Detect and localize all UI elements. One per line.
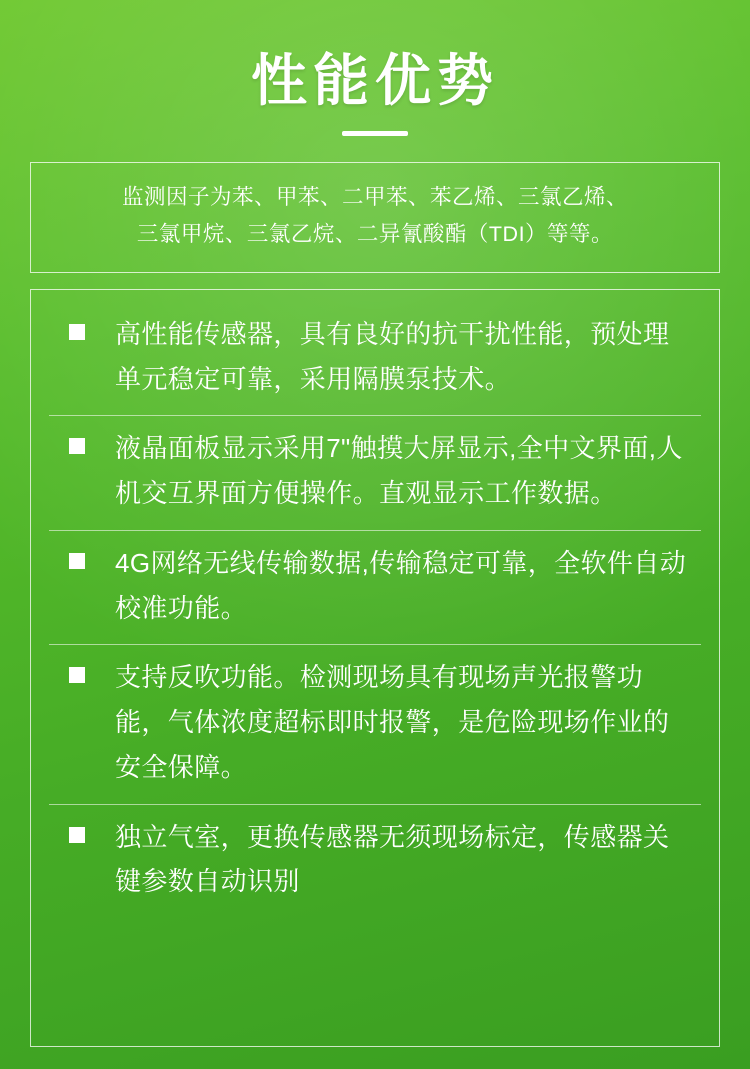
square-bullet-icon xyxy=(69,553,85,569)
list-item xyxy=(49,804,701,912)
page-title: 性能优势 xyxy=(251,49,499,112)
title-divider xyxy=(342,131,408,136)
list-item-label: 支持反吹功能。检测现场具有现场声光报警功能，气体浓度超标即时报警，是危险现场作业的安全保障。 xyxy=(115,662,670,782)
intro-line: 监测因子为苯、甲苯、二甲苯、苯乙烯、三氯乙烯、 xyxy=(121,184,628,209)
list-item xyxy=(49,312,701,409)
list-item xyxy=(49,644,701,797)
list-item-label: 独立气室，更换传感器无须现场标定，传感器关键参数自动识别 xyxy=(115,821,670,897)
list-item-label: 4G网络无线传输数据,传输稳定可靠，全软件自动校准功能。 xyxy=(115,547,687,623)
square-bullet-icon xyxy=(69,667,85,683)
square-bullet-icon xyxy=(69,827,85,843)
intro-line: 三氯甲烷、三氯乙烷、二异氰酸酯（TDI）等等。 xyxy=(136,222,614,247)
square-bullet-icon xyxy=(69,438,85,454)
square-bullet-icon xyxy=(69,324,85,340)
monitoring-factors-box xyxy=(30,162,720,273)
list-item xyxy=(49,415,701,523)
features-box xyxy=(30,289,720,1047)
list-item-label: 液晶面板显示采用7"触摸大屏显示,全中文界面,人机交互界面方便操作。直观显示工作数据。 xyxy=(115,433,683,509)
list-item-label: 高性能传感器，具有良好的抗干扰性能，预处理单元稳定可靠，采用隔膜泵技术。 xyxy=(115,319,670,394)
list-item xyxy=(49,530,701,638)
